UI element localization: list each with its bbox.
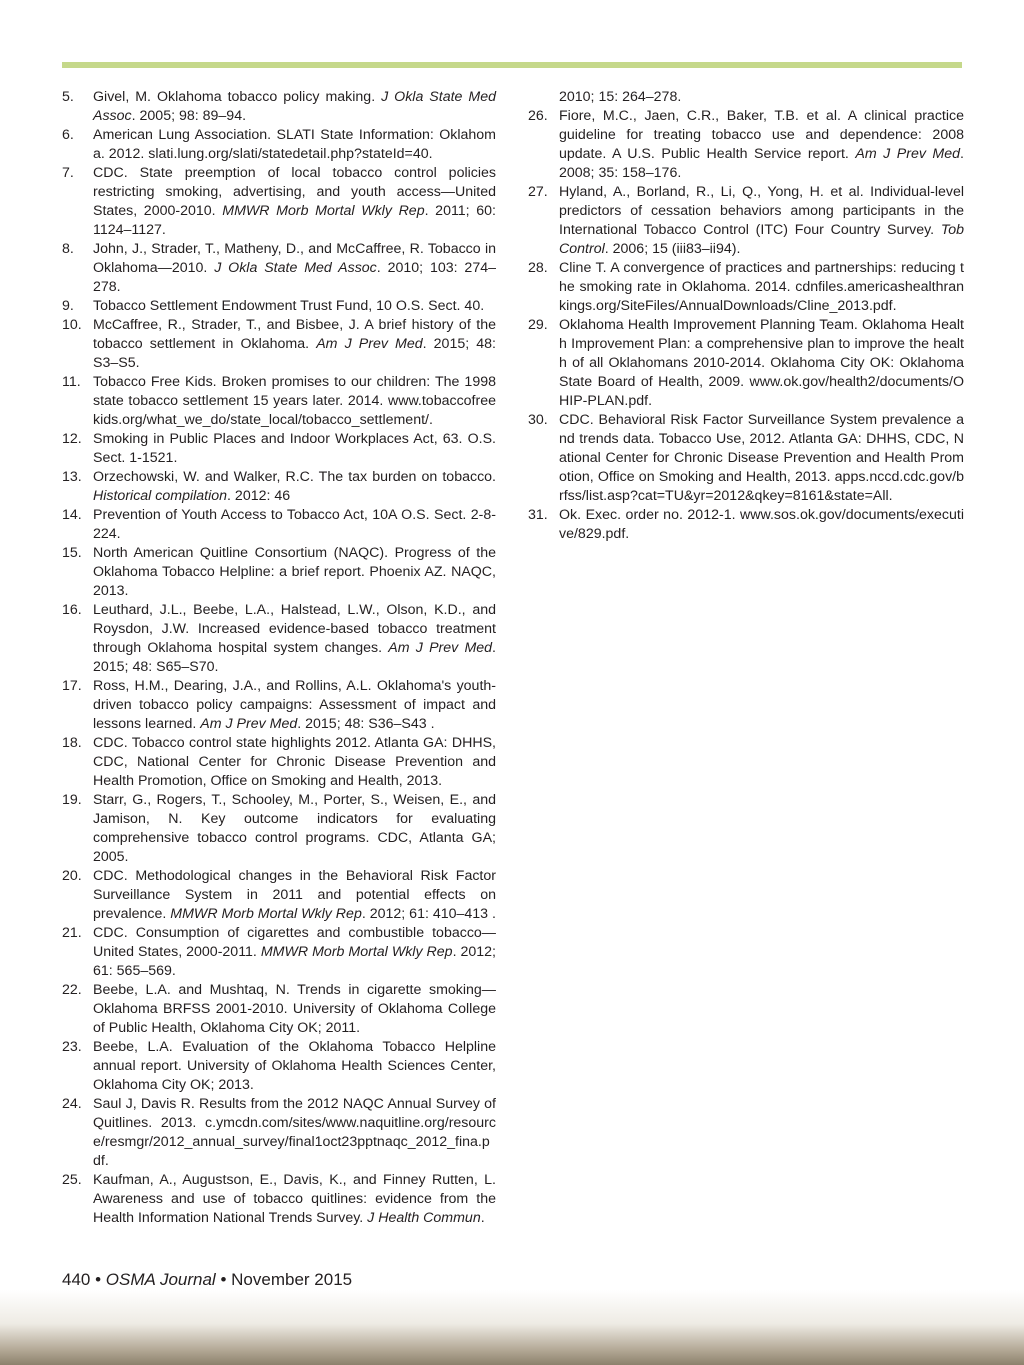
reference-text xyxy=(93,677,496,734)
reference-item xyxy=(62,240,496,297)
reference-journal-title: MMWR Morb Mortal Wkly Rep xyxy=(260,944,453,960)
reference-text-segment: . 2015; 48: S65–S70. xyxy=(93,640,496,675)
reference-number: 24. xyxy=(62,1096,82,1112)
page-footer xyxy=(62,1270,352,1290)
reference-text xyxy=(559,506,964,544)
reference-item xyxy=(528,506,964,544)
reference-text-segment: Fiore, M.C., Jaen, C.R., Baker, T.B. et al. A clinical practice guideline for treating tobacco use and dependence: 2008 update. A U.S. Public Health Service report. xyxy=(559,108,964,162)
reference-number: 21. xyxy=(62,925,82,941)
reference-text-segment: CDC. Behavioral Risk Factor Surveillance System prevalence and trends data. Tobacco Use, 2012. Atlanta GA: DHHS, CDC, National Center for Chronic Disease Prevention and Health Promotion, Office on Smoking and Health, 2013. apps.nccd.cdc.gov/brfss/list.asp?cat=TU&yr=2012&qkey=8161&state=All. xyxy=(559,412,964,504)
reference-number: 13. xyxy=(62,469,82,485)
reference-item xyxy=(62,867,496,924)
reference-text-segment: Kaufman, A., Augustson, E., Davis, K., and Finney Rutten, L. Awareness and use of tobacco quitlines: evidence from the Health Information National Trends Survey. xyxy=(93,1172,496,1226)
reference-item xyxy=(62,791,496,867)
reference-text xyxy=(93,126,496,164)
reference-text-segment: CDC. Tobacco control state highlights 2012. Atlanta GA: DHHS, CDC, National Center for Chronic Disease Prevention and Health Promotion, Office on Smoking and Health, 2013. xyxy=(93,735,496,789)
reference-number: 11. xyxy=(62,374,81,390)
reference-number: 18. xyxy=(62,735,82,751)
reference-text xyxy=(93,430,496,468)
reference-text-segment: Leuthard, J.L., Beebe, L.A., Halstead, L.W., Olson, K.D., and Roysdon, J.W. Increased evidence-based tobacco treatment through Oklahoma hospital system changes. xyxy=(93,602,496,656)
reference-text-segment: . 2012; 61: 565–569. xyxy=(93,944,496,979)
reference-item xyxy=(62,88,496,126)
reference-item xyxy=(62,981,496,1038)
reference-item xyxy=(62,164,496,240)
reference-text-segment: . 2008; 35: 158–176. xyxy=(559,146,964,181)
reference-text-segment: North American Quitline Consortium (NAQC). Progress of the Oklahoma Tobacco Helpline: a brief report. Phoenix AZ. NAQC, 2013. xyxy=(93,545,496,599)
reference-number: 14. xyxy=(62,507,82,523)
reference-number: 19. xyxy=(62,792,82,808)
reference-item xyxy=(528,259,964,316)
reference-number: 9. xyxy=(62,298,74,314)
reference-number: 7. xyxy=(62,165,74,181)
reference-text-segment: . 2015; 48: S36–S43 . xyxy=(297,716,435,732)
reference-text-segment: Cline T. A convergence of practices and partnerships: reducing the smoking rate in Oklahoma. 2014. cdnfiles.americashealthrankings.org/SiteFiles/AnnualDownloads/Cline_2013.pdf. xyxy=(559,260,964,314)
reference-text-segment: . 2011; 60: 1124–1127. xyxy=(93,203,496,238)
footer-bullet: • xyxy=(220,1270,227,1289)
reference-text-segment: Ok. Exec. order no. 2012-1. www.sos.ok.gov/documents/executive/829.pdf. xyxy=(559,507,964,542)
reference-text-segment: Prevention of Youth Access to Tobacco Act, 10A O.S. Sect. 2-8-224. xyxy=(93,507,496,542)
reference-item xyxy=(62,544,496,601)
reference-text-segment: Smoking in Public Places and Indoor Workplaces Act, 63. O.S. Sect. 1-1521. xyxy=(93,431,496,466)
reference-journal-title: Am J Prev Med xyxy=(388,640,493,656)
reference-item xyxy=(62,297,496,316)
reference-text xyxy=(559,183,964,259)
reference-text-segment: . 2015; 48: S3–S5. xyxy=(93,336,496,371)
reference-text xyxy=(93,867,496,924)
reference-item xyxy=(62,677,496,734)
reference-text-segment: . 2006; 15 (iii83–ii94). xyxy=(604,241,741,257)
reference-text-segment: CDC. Consumption of cigarettes and combustible tobacco—United States, 2000-2011. xyxy=(93,925,496,960)
reference-item xyxy=(62,601,496,677)
reference-number: 5. xyxy=(62,89,74,105)
reference-item xyxy=(62,373,496,430)
reference-item xyxy=(62,126,496,164)
reference-text xyxy=(93,506,496,544)
reference-journal-title: MMWR Morb Mortal Wkly Rep xyxy=(222,203,425,219)
reference-text-segment: American Lung Association. SLATI State Information: Oklahoma. 2012. slati.lung.org/slati/statedetail.php?stateId=40. xyxy=(93,127,496,162)
reference-item xyxy=(62,1038,496,1095)
reference-number: 12. xyxy=(62,431,82,447)
reference-journal-title: J Health Commun xyxy=(367,1210,481,1226)
reference-text-segment: . 2010; 103: 274–278. xyxy=(93,260,496,295)
reference-number: 8. xyxy=(62,241,74,257)
reference-number: 20. xyxy=(62,868,82,884)
reference-text xyxy=(93,240,496,297)
reference-text xyxy=(93,88,496,126)
reference-text-segment: McCaffree, R., Strader, T., and Bisbee, J. A brief history of the tobacco settlement in Oklahoma. xyxy=(93,317,496,352)
reference-number: 23. xyxy=(62,1039,82,1055)
reference-text-segment: Orzechowski, W. and Walker, R.C. The tax burden on tobacco. xyxy=(93,469,496,485)
reference-number: 15. xyxy=(62,545,82,561)
reference-item xyxy=(528,411,964,506)
reference-text xyxy=(93,791,496,867)
reference-item xyxy=(62,468,496,506)
reference-text-segment: Tobacco Free Kids. Broken promises to our children: The 1998 state tobacco settlement 15 years later. 2014. www.tobaccofreekids.org/what_we_do/state_local/tobacco_settlement/. xyxy=(93,374,496,428)
references-right-column xyxy=(528,88,964,544)
reference-number: 6. xyxy=(62,127,74,143)
reference-item xyxy=(62,506,496,544)
reference-text xyxy=(559,107,964,183)
reference-journal-title: J Okla State Med Assoc xyxy=(214,260,377,276)
reference-journal-title: J Okla State Med Assoc xyxy=(93,89,496,124)
reference-number: 30. xyxy=(528,412,548,428)
reference-item xyxy=(62,924,496,981)
reference-text-segment: Saul J, Davis R. Results from the 2012 NAQC Annual Survey of Quitlines. 2013. c.ymcdn.com/sites/www.naquitline.org/resource/resmgr/2012_annual_survey/final1oct23pptnaqc_2012_fina.pdf. xyxy=(93,1096,496,1169)
reference-text-segment: CDC. State preemption of local tobacco control policies restricting smoking, advertising, and youth access—United States, 2000-2010. xyxy=(93,165,496,219)
reference-journal-title: Tob Control xyxy=(559,222,964,257)
reference-item xyxy=(62,734,496,791)
reference-number: 17. xyxy=(62,678,82,694)
reference-text-segment: Tobacco Settlement Endowment Trust Fund, 10 O.S. Sect. 40. xyxy=(93,298,485,314)
reference-text xyxy=(559,411,964,506)
reference-number: 28. xyxy=(528,260,548,276)
reference-number: 22. xyxy=(62,982,82,998)
reference-item xyxy=(528,183,964,259)
reference-item xyxy=(62,1095,496,1171)
reference-text xyxy=(93,297,496,316)
reference-text xyxy=(93,981,496,1038)
reference-text-segment: Hyland, A., Borland, R., Li, Q., Yong, H. et al. Individual-level predictors of cessation behaviors among participants in the International Tobacco Control (ITC) Four Country Survey. xyxy=(559,184,964,238)
reference-continuation: 2010; 15: 264–278. xyxy=(559,89,682,105)
reference-journal-title: Am J Prev Med xyxy=(316,336,423,352)
reference-text xyxy=(93,1038,496,1095)
reference-text xyxy=(93,734,496,791)
reference-item xyxy=(62,316,496,373)
reference-text xyxy=(93,373,496,430)
reference-number: 27. xyxy=(528,184,548,200)
reference-text-segment: Oklahoma Health Improvement Planning Team. Oklahoma Health Improvement Plan: a comprehensive plan to improve the health of all Oklahomans 2010-2014. Oklahoma City OK: Oklahoma State Board of Health, 2009. www.ok.gov/health2/documents/OHIP-PLAN.pdf. xyxy=(559,317,964,409)
reference-text xyxy=(559,259,964,316)
footer-gradient-band xyxy=(0,1290,1024,1365)
reference-text xyxy=(93,1095,496,1171)
references-left-column xyxy=(62,88,496,1228)
header-accent-rule xyxy=(62,62,962,68)
issue-date: November 2015 xyxy=(231,1270,353,1289)
reference-item xyxy=(528,107,964,183)
page-number: 440 xyxy=(62,1270,91,1289)
journal-name: OSMA Journal xyxy=(105,1270,216,1289)
reference-text xyxy=(93,468,496,506)
reference-text-segment: Givel, M. Oklahoma tobacco policy making. xyxy=(93,89,382,105)
reference-text-segment: . xyxy=(480,1210,485,1226)
reference-number: 25. xyxy=(62,1172,82,1188)
reference-text-segment: . 2005; 98: 89–94. xyxy=(131,108,247,124)
reference-item xyxy=(62,1171,496,1228)
reference-text-segment: CDC. Methodological changes in the Behavioral Risk Factor Surveillance System in 2011 and potential effects on prevalence. xyxy=(93,868,496,922)
reference-text xyxy=(93,1171,496,1228)
reference-text-segment: . 2012: 46 xyxy=(227,488,291,504)
reference-text xyxy=(93,924,496,981)
reference-number: 16. xyxy=(62,602,82,618)
reference-item xyxy=(62,430,496,468)
reference-text xyxy=(93,316,496,373)
reference-journal-title: Am J Prev Med xyxy=(855,146,961,162)
reference-text-segment: Beebe, L.A. and Mushtaq, N. Trends in cigarette smoking—Oklahoma BRFSS 2001-2010. University of Oklahoma College of Public Health, Oklahoma City OK; 2011. xyxy=(93,982,496,1036)
reference-number: 10. xyxy=(62,317,82,333)
reference-item xyxy=(528,316,964,411)
reference-text-segment: Ross, H.M., Dearing, J.A., and Rollins, A.L. Oklahoma's youth-driven tobacco policy campaigns: Assessment of impact and lessons learned. xyxy=(93,678,496,732)
reference-number: 31. xyxy=(528,507,548,523)
reference-journal-title: MMWR Morb Mortal Wkly Rep xyxy=(170,906,362,922)
reference-text xyxy=(93,544,496,601)
reference-text xyxy=(93,164,496,240)
reference-number: 26. xyxy=(528,108,548,124)
reference-journal-title: Historical compilation xyxy=(93,488,228,504)
reference-text xyxy=(93,601,496,677)
reference-journal-title: Am J Prev Med xyxy=(200,716,298,732)
reference-text xyxy=(559,316,964,411)
reference-text-segment: Beebe, L.A. Evaluation of the Oklahoma Tobacco Helpline annual report. University of Oklahoma Health Sciences Center, Oklahoma City OK; 2013. xyxy=(93,1039,496,1093)
reference-text-segment: Starr, G., Rogers, T., Schooley, M., Porter, S., Weisen, E., and Jamison, N. Key outcome indicators for evaluating comprehensive tobacco control programs. CDC, Atlanta GA; 2005. xyxy=(93,792,496,865)
footer-bullet: • xyxy=(95,1270,102,1289)
reference-number: 29. xyxy=(528,317,548,333)
reference-text-segment: . 2012; 61: 410–413 . xyxy=(361,906,496,922)
reference-text-segment: John, J., Strader, T., Matheny, D., and McCaffree, R. Tobacco in Oklahoma—2010. xyxy=(93,241,496,276)
